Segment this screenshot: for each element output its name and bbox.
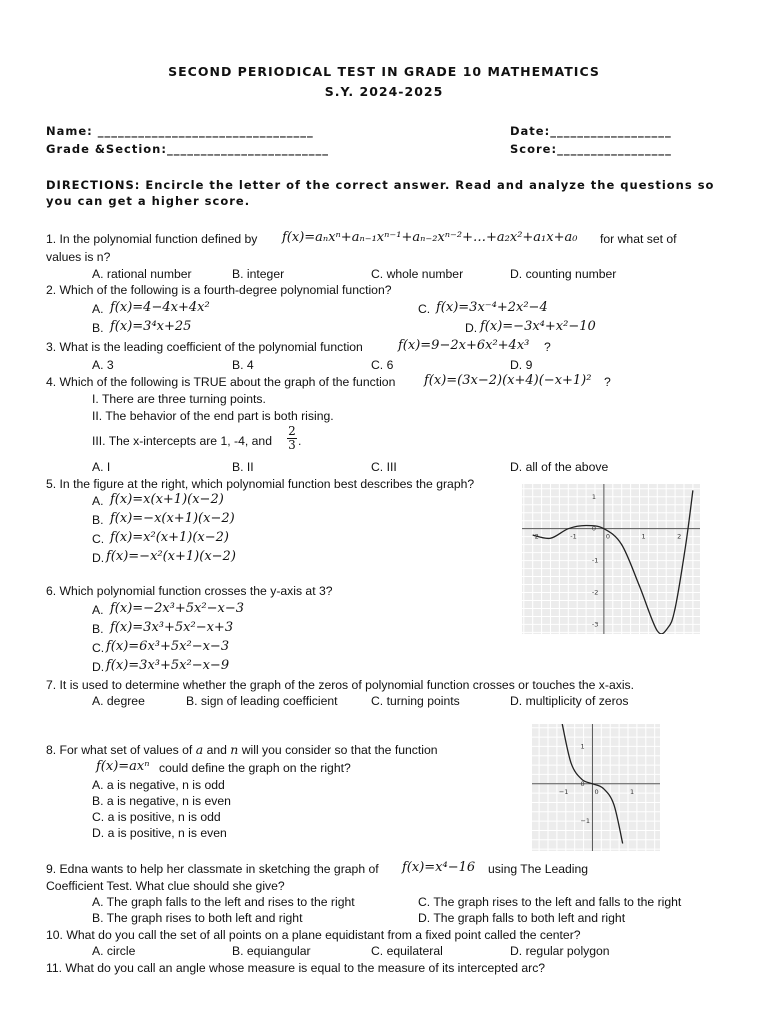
q5-graph-y-tick-label: -1 [591,556,599,565]
q8-var-a: a [195,742,204,757]
q2-choice-c[interactable]: f(x)=3x⁻⁴+2x²−4 [436,300,548,315]
q7-choice-d[interactable]: D. multiplicity of zeros [510,694,629,708]
q2-stem: 2. Which of the following is a fourth-degree polynomial function? [46,283,392,297]
q2-choice-d[interactable]: f(x)=−3x⁴+x²−10 [480,319,596,334]
q9-choice-a[interactable]: A. The graph falls to the left and rises to the right [92,895,355,909]
q8-stem [46,742,438,757]
q9-choice-d[interactable]: D. The graph falls to both left and right [418,911,626,925]
school-year: S.Y. 2024-2025 [324,84,444,99]
date-field[interactable]: Date:__________________ [510,124,672,138]
q1-stem-c: values is n? [46,250,111,264]
q3-formula: f(x)=9−2x+6x²+4x³ [398,338,530,353]
q8-graph-y-tick-label: −1 [580,817,591,826]
q7-stem: 7. It is used to determine whether the graph of the zeros of polynomial function crosses or touches the x-axis. [46,678,635,692]
q5-graph-y-tick-label: -2 [591,588,599,597]
q6-choice-c[interactable]: f(x)=6x³+5x²−x−3 [106,639,230,654]
q8-graph-x-tick-label: 1 [630,787,635,796]
q6-choice-b[interactable]: f(x)=3x³+5x²−x+3 [110,620,234,635]
q5-choice-c[interactable]: f(x)=x²(x+1)(x−2) [110,530,229,545]
q10-choice-c[interactable]: C. equilateral [371,944,443,958]
q3-choice-d[interactable]: D. 9 [510,358,533,372]
q6-choice-d[interactable]: f(x)=3x³+5x²−x−9 [106,658,230,673]
q6-choice-b-label[interactable]: B. [92,622,104,636]
q4-statement-1: I. There are three turning points. [92,392,266,406]
q5-graph-y-tick-label: -3 [591,620,599,629]
q1-choice-a[interactable]: A. rational number [92,267,192,281]
q5-choice-d-label[interactable]: D. [92,551,105,565]
q3-choice-a[interactable]: A. 3 [92,358,114,372]
q4-statement-3: III. The x-intercepts are 1, -4, and [92,434,272,448]
q4-statement-3-tail: . [298,434,302,448]
score-field[interactable]: Score:_________________ [510,142,672,156]
q4-fraction-num: 2 [288,424,296,438]
q5-graph [522,484,700,634]
q5-choice-c-label[interactable]: C. [92,532,105,546]
q4-choice-c[interactable]: C. III [371,460,397,474]
q10-choice-b[interactable]: B. equiangular [232,944,311,958]
q10-choice-d[interactable]: D. regular polygon [510,944,610,958]
q9-stem-b: using The Leading [488,862,589,876]
q1-stem: 1. In the polynomial function defined by [46,232,258,246]
directions-line-2: you can get a higher score. [46,194,251,208]
q5-graph-x-tick-label: -1 [570,532,577,541]
q4-fraction-den: 3 [288,438,296,452]
q5-choice-a[interactable]: f(x)=x(x+1)(x−2) [110,492,224,507]
q5-choice-d[interactable]: f(x)=−x²(x+1)(x−2) [106,549,236,564]
q7-choice-b[interactable]: B. sign of leading coefficient [186,694,338,708]
q8-choice-b[interactable]: B. a is negative, n is even [92,794,231,808]
q5-choice-a-label[interactable]: A. [92,494,104,508]
q4-statement-2: II. The behavior of the end part is both rising. [92,409,334,423]
q8-graph-y-tick-label: 0 [580,779,585,788]
q8-stem-b: will you consider so that the function [241,743,438,757]
q5-graph-y-tick-label: 1 [591,492,597,501]
q8-formula: f(x)=axⁿ [96,759,150,774]
q7-choice-a[interactable]: A. degree [92,694,145,708]
q2-choice-b[interactable]: f(x)=3⁴x+25 [110,319,192,334]
q2-choice-b-label[interactable]: B. [92,321,104,335]
q9-formula: f(x)=x⁴−16 [402,860,476,875]
q2-choice-d-label[interactable]: D. [465,321,478,335]
q3-tail: ? [544,340,551,354]
q9-stem: 9. Edna wants to help her classmate in sketching the graph of [46,862,379,876]
q10-stem: 10. What do you call the set of all points on a plane equidistant from a fixed point called the center? [46,928,581,942]
q5-choice-b[interactable]: f(x)=−x(x+1)(x−2) [110,511,235,526]
q7-choice-c[interactable]: C. turning points [371,694,460,708]
q5-graph-x-tick-label: 0 [605,532,611,541]
q6-choice-d-label[interactable]: D. [92,660,105,674]
q5-stem: 5. In the figure at the right, which polynomial function best describes the graph? [46,477,475,491]
q6-stem: 6. Which polynomial function crosses the y-axis at 3? [46,584,333,598]
q8-stem-and: and [206,743,227,757]
q4-formula: f(x)=(3x−2)(x+4)(−x+1)² [424,373,592,388]
q4-tail: ? [604,375,611,389]
q2-choice-a-label[interactable]: A. [92,302,104,316]
q5-graph-svg [522,484,700,634]
q2-choice-a[interactable]: f(x)=4−4x+4x² [110,300,210,315]
q8-graph-x-tick-label: 0 [594,787,599,796]
q8-stem-a: 8. For what set of values of [46,743,193,757]
q1-formula: f(x)=aₙxⁿ+aₙ₋₁xⁿ⁻¹+aₙ₋₂xⁿ⁻²+…+a₂x²+a₁x+a₀ [282,230,578,245]
q8-choice-c[interactable]: C. a is positive, n is odd [92,810,221,824]
q1-choice-b[interactable]: B. integer [232,267,285,281]
q9-choice-c[interactable]: C. The graph rises to the left and falls to the right [418,895,682,909]
q4-choice-a[interactable]: A. I [92,460,111,474]
q8-graph [532,724,660,851]
q4-stem: 4. Which of the following is TRUE about the graph of the function [46,375,396,389]
q5-graph-x-tick-label: 2 [534,532,539,541]
q6-choice-a-label[interactable]: A. [92,603,104,617]
directions-line-1: DIRECTIONS: Encircle the letter of the correct answer. Read and analyze the questions so [46,178,715,192]
q3-choice-b[interactable]: B. 4 [232,358,254,372]
q6-choice-a[interactable]: f(x)=−2x³+5x²−x−3 [110,601,244,616]
q11-stem: 11. What do you call an angle whose measure is equal to the measure of its intercepted arc? [46,961,546,975]
q3-choice-c[interactable]: C. 6 [371,358,394,372]
q10-choice-a[interactable]: A. circle [92,944,136,958]
q8-graph-x-tick-label: −1 [558,787,569,796]
q5-choice-b-label[interactable]: B. [92,513,104,527]
q9-stem-c: Coefficient Test. What clue should she give? [46,879,285,893]
q8-stem-c: could define the graph on the right? [159,761,351,775]
page-title: SECOND PERIODICAL TEST IN GRADE 10 MATHEMATICS [168,64,600,79]
q8-graph-svg [532,724,660,851]
name-field[interactable]: Name: ________________________________ [46,124,314,138]
q4-choice-b[interactable]: B. II [232,460,254,474]
q1-choice-d[interactable]: D. counting number [510,267,617,281]
q9-choice-b[interactable]: B. The graph rises to both left and right [92,911,303,925]
q5-graph-x-tick-label: 2 [677,532,682,541]
q5-graph-x-tick-label: 1 [641,532,646,541]
q4-fraction [287,425,297,452]
q1-choice-c[interactable]: C. whole number [371,267,464,281]
q8-graph-y-tick-label: 1 [580,742,585,751]
grade-section-field[interactable]: Grade &Section:________________________ [46,142,329,156]
q4-choice-d[interactable]: D. all of the above [510,460,609,474]
q3-stem: 3. What is the leading coefficient of the polynomial function [46,340,363,354]
q2-choice-c-label[interactable]: C. [418,302,431,316]
q8-var-n: n [230,742,239,757]
q8-choice-a[interactable]: A. a is negative, n is odd [92,778,225,792]
q6-choice-c-label[interactable]: C. [92,641,105,655]
q5-graph-y-tick-label: 0 [591,524,597,533]
q1-stem-b: for what set of [600,232,677,246]
q8-choice-d[interactable]: D. a is positive, n is even [92,826,227,840]
